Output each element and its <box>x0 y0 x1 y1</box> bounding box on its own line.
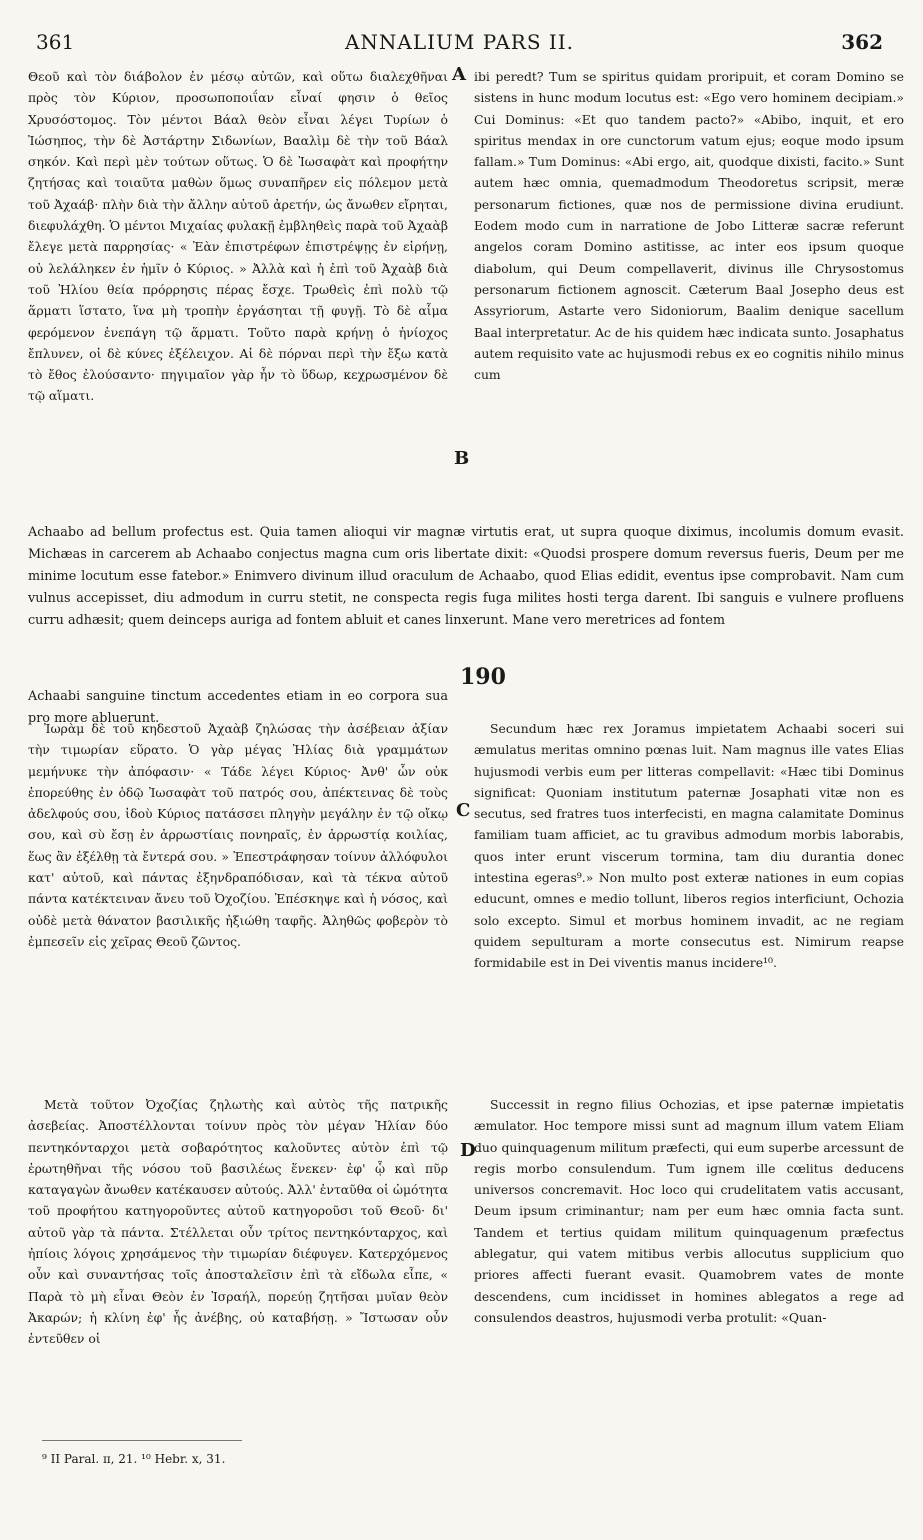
latin-paragraph: Secundum hæc rex Joramus impietatem Achaabi soceri sui æmulatus meritas omnino pœnas luit. Nam magnus ille vates Elias hujusmodi verbis eum per litteras compellavit: «Hæc tibi Dominus significat: Quoniam institutum paternæ Josaphati vitæ non es secutus, sed fratres tuos interfecisti, en magna calamitate Dominus familiam tuam afficiet, ac tu gravibus admodum morbis laborabis, quos inter erunt viscerum tormina, tam diu durantia donec intestina egeras⁹.» Non multo post exteræ nationes in eum copias educunt, omnes e medio tollunt, liberos regios interficiunt, Ochozia solo excepto. Simul et morbus hominem invadit, ac ne regiam quidem sepulturam a morte consecutus est. Nimirum reapse formidabile est in Dei viventis manus incidere¹⁰. <box>474 721 904 971</box>
greek-paragraph: Θεοῦ καὶ τὸν διάβολον ἐν μέσῳ αὐτῶν, καὶ οὕτω διαλεχθῆναι πρὸς τὸν Κύριον, προσωποποιΐαν εἶναί φησιν ὁ θεῖος Χρυσόστομος. Τὸν μέντοι Βάαλ θεὸν εἶναι λέγει Τυρίων ὁ Ἰώσηπος, τὴν δὲ Ἀστάρτην Σιδωνίων, Βααλὶμ δὲ τὴν τοῦ Βάαλ σηκόν. Καὶ περὶ μὲν τούτων οὕτως. Ὁ δὲ Ἰωσαφὰτ καὶ προφήτην ζητήσας καὶ τοιαῦτα μαθὼν ὅμως συναπῆρεν εἰς πόλεμον μετὰ τοῦ Ἀχαάβ· πλὴν διὰ τὴν ἄλλην αὐτοῦ ἀρετήν, ὡς ἄνωθεν εἴρηται, διεφυλάχθη. Ὁ μέντοι Μιχαίας φυλακῇ ἐμβληθεὶς παρὰ τοῦ Ἀχαὰβ ἔλεγε μετὰ παρρησίας· « Ἐὰν ἐπιστρέφων ἐπιστρέψῃς ἐν εἰρήνῃ, οὐ λελάληκεν ἐν ἡμῖν ὁ Κύριος. » Ἀλλὰ καὶ ἡ ἐπὶ τοῦ Ἀχαὰβ διὰ τοῦ Ἠλίου θεία πρόρρησις πέρας ἔσχε. Τρωθεὶς ἐπὶ πολὺ τῷ ἅρματι ἵστατο, ἵνα μὴ τροπὴν ἐργάσηται τῇ φυγῇ. Τὸ δὲ αἷμα φερόμενον ἐνεπάγη τῷ ἅρματι. Τοῦτο παρὰ κρήνῃ ὁ ἡνίοχος ἔπλυνεν, οἱ δὲ κύνες ἐξέλειχον. Αἱ δὲ πόρναι περὶ τὴν ἔξω κατὰ τὸ ἔθος ἐλούσαντο· πηγιμαῖον γὰρ ἦν τὸ ὕδωρ, κεχρωσμένον δὲ τῷ αἵματι. <box>28 69 448 404</box>
latin-full-width <box>28 522 904 632</box>
latin-paragraph: ibi peredt? Tum se spiritus quidam proripuit, et coram Domino se sistens in hunc modum locutus est: «Ego vero hominem decipiam.» Cui Dominus: «Et quo tandem pacto?» «Abibo, inquit, et ero spiritus mendax in ore cunctorum vatum ejus; eoque modo ipsum fallam.» Tum Dominus: «Abi ergo, ait, quodque dixisti, facito.» Sunt autem hæc omnia, quemadmodum Theodoretus scripsit, meræ personarum fictiones, quæ nos de permissione divina erudiunt. Eodem modo cum in narratione de Jobo Litteræ sacræ referunt angelos coram Domino astitisse, ac inter eos ipsum quoque diabolum, qui Deum compellaverit, divinus ille Chrysostomus personarum fictionem agnoscit. Cæterum Baal Josepho deus est Assyriorum, Astarte vero Sidoniorum, Baalim denique sacellum Baal interpretatur. Ac de his quidem hæc indicata sunto. Josaphatus autem requisito vate ac hujusmodi rebus ex eo cognitis nihilo minus cum <box>474 69 904 383</box>
greek-column-middle <box>28 718 448 952</box>
running-title: ANNALIUM PARS II. <box>344 30 575 54</box>
latin-column-top <box>474 66 904 385</box>
margin-marker-c: C <box>456 800 471 821</box>
latin-paragraph: Achaabi sanguine tinctum accedentes etiam in eo corpora sua pro more abluerunt. <box>28 689 448 726</box>
margin-marker-b: B <box>454 448 470 469</box>
latin-column-bottom <box>474 1094 904 1328</box>
page-number-left: 361 <box>36 30 75 54</box>
latin-paragraph: Successit in regno filius Ochozias, et ipse paternæ impietatis æmulator. Hoc tempore missi sunt ad magnum illum vatem Eliam duo quinquagenum militum præfecti, qui eum superbe arcessunt de regis morbo consulendum. Tum ignem ille cœlitus deducens universos concremavit. Hoc loco qui crudelitatem vatis accusant, Deum ipsum criminantur; nam per eum hæc omnia facta sunt. Tandem et tertius quidam militum quinquagenum præfectus ablegatur, qui vatem mitibus verbis allocutus supplicium quo priores affecti fuerant evasit. Quamobrem vates de monte descendens, cum incidisset in homines ablegatos a rege ad consulendos deastros, hujusmodi verba protulit: «Quan- <box>474 1097 904 1325</box>
margin-marker-a: A <box>452 64 466 85</box>
footnotes: ⁹ II Paral. ɪɪ, 21. ¹⁰ Hebr. x, 31. <box>42 1452 226 1466</box>
margin-number: 190 <box>460 664 506 690</box>
greek-column-top <box>28 66 448 407</box>
greek-column-bottom <box>28 1094 448 1350</box>
margin-marker-d: D <box>460 1140 476 1161</box>
page-number-right: 362 <box>841 30 883 54</box>
latin-paragraph: Achaabo ad bellum profectus est. Quia tamen alioqui vir magnæ virtutis erat, ut supra quoque diximus, incolumis domum evasit. Michæas in carcerem ab Achaabo conjectus magna cum oris libertate dixit: «Quodsi prospere domum reversus fueris, Deum per me minime locutum esse fatebor.» Enimvero divinum illud oraculum de Achaabo, quod Elias edidit, eventus ipse comprobavit. Nam cum vulnus accepisset, diu admodum in curru stetit, ne conspecta regis fuga milites hosti terga darent. Ibi sanguis e vulnere profluens curru adhæsit; quem deinceps auriga ad fontem abluit et canes linxerunt. Mane vero meretrices ad fontem <box>28 525 904 628</box>
greek-paragraph: Ἰωρὰμ δὲ τοῦ κηδεστοῦ Ἀχαὰβ ζηλώσας τὴν ἀσέβειαν ἀξίαν τὴν τιμωρίαν εὕρατο. Ὁ γὰρ μέγας Ἠλίας διὰ γραμμάτων μεμήνυκε τὴν ἀπόφασιν· « Τάδε λέγει Κύριος· Ἀνθ' ὧν οὐκ ἐπορεύθης ἐν ὁδῷ Ἰωσαφὰτ τοῦ πατρός σου, ἀπέκτεινας δὲ τοὺς ἀδελφούς σου, ἰδοὺ Κύριος πατάσσει πληγὴν μεγάλην ἐν τῷ οἴκῳ σου, καὶ σὺ ἔσῃ ἐν ἀρρωστίαις πονηραῖς, ἐν ἀρρωστίᾳ κοιλίας, ἕως ἂν ἐξέλθῃ τὰ ἔντερά σου. » Ἐπεστράφησαν τοίνυν ἀλλόφυλοι κατ' αὐτοῦ, καὶ πάντας ἐξηνδραπόδισαν, καὶ τὰ τέκνα αὐτοῦ πάντα κατέκτειναν ἄνευ τοῦ Ὀχοζίου. Ἐπέσκηψε καὶ ἡ νόσος, καὶ οὐδὲ μετὰ θάνατον βασιλικῆς ἠξιώθη ταφῆς. Ἀληθῶς φοβερὸν τὸ ἐμπεσεῖν εἰς χεῖρας Θεοῦ ζῶντος. <box>28 721 448 949</box>
latin-column-middle <box>474 718 904 974</box>
footnote-separator <box>42 1440 242 1441</box>
greek-paragraph: Μετὰ τοῦτον Ὀχοζίας ζηλωτὴς καὶ αὐτὸς τῆς πατρικῆς ἀσεβείας. Ἀποστέλλονται τοίνυν πρὸς τὸν μέγαν Ἠλίαν δύο πεντηκόνταρχοι μετὰ σοβαρότητος καλοῦντες αὐτὸν ἐπὶ τῷ ἐρωτηθῆναι τῆς νόσου τοῦ βασιλέως ἕνεκεν· ἐφ' ᾧ καὶ πῦρ καταγαγὼν ἄνωθεν κατέκαυσεν αὐτούς. Ἀλλ' ἐνταῦθα οἱ ὠμότητα τοῦ προφήτου κατηγοροῦντες αὐτοῦ κατηγοροῦσι τοῦ Θεοῦ· δι' αὐτοῦ γὰρ τὰ πάντα. Στέλλεται οὖν τρίτος πεντηκόνταρχος, καὶ ἠπίοις λόγοις χρησάμενος τὴν τιμωρίαν διέφυγεν. Κατερχόμενος οὖν καὶ συναντήσας τοῖς ἀποσταλεῖσιν ἐπὶ τὰ εἴδωλα εἶπε, « Παρὰ τὸ μὴ εἶναι Θεὸν ἐν Ἰσραήλ, πορεύῃ ζητῆσαι μυῖαν θεὸν Ἀκαρών; ἡ κλίνη ἐφ' ἧς ἀνέβης, οὐ καταβήσῃ. » Ἴστωσαν οὖν ἐντεῦθεν οἱ <box>28 1097 448 1347</box>
page-header <box>36 30 883 64</box>
